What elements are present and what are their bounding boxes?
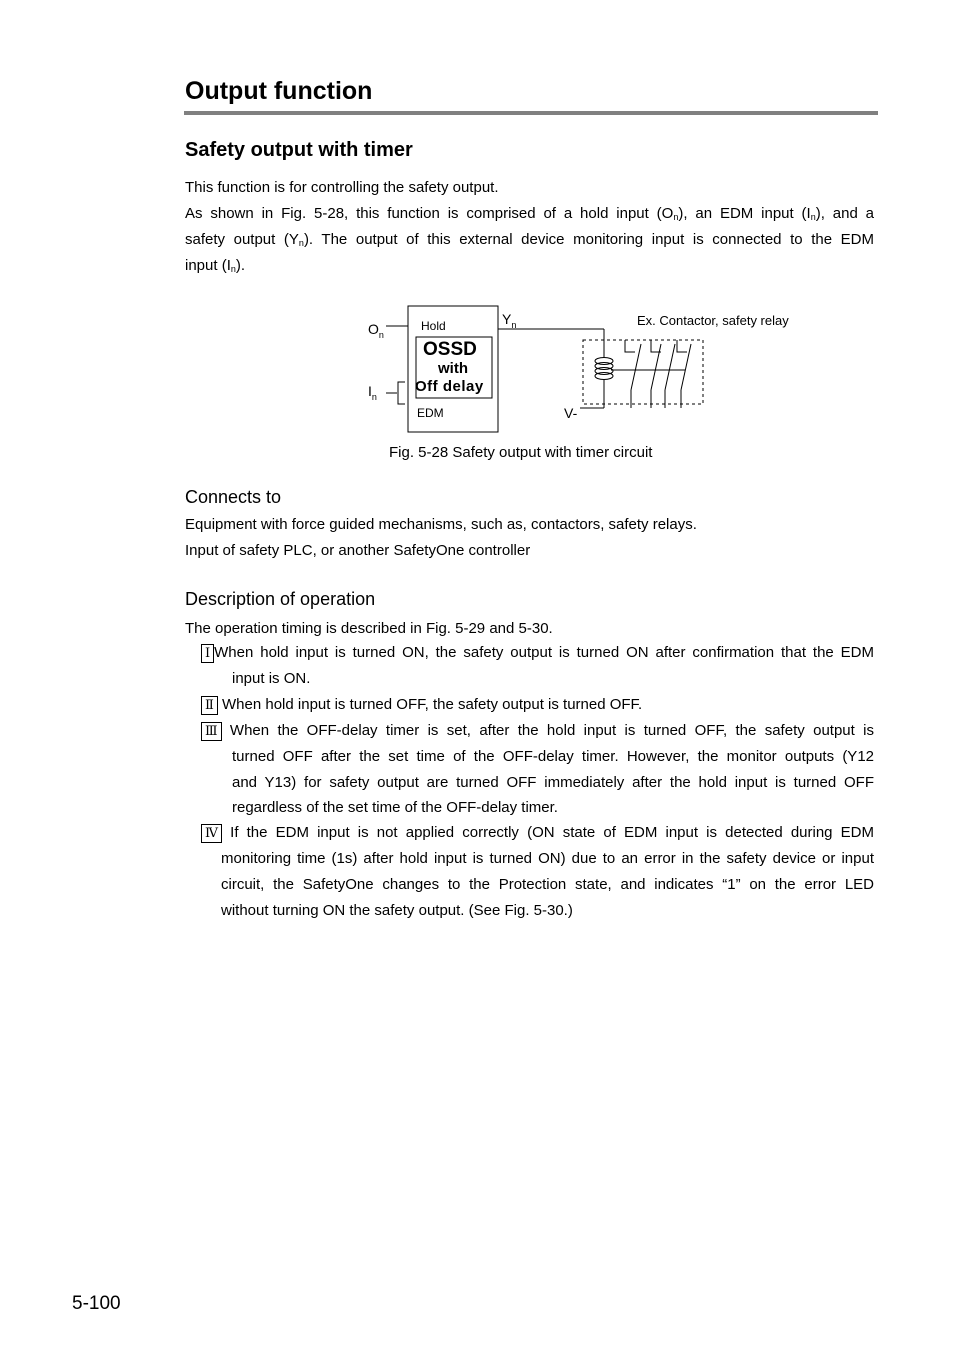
operation-item-4-cont-3: without turning ON the safety output. (See Fig. 5-30.) xyxy=(221,902,573,919)
intro-line-3: safety output $(Y_n)$. The output of this external device monitoring input is connected to the EDM xyxy=(185,231,874,248)
operation-item-4: Ⅳ If the EDM input is not applied correctly (ON state of EDM input is detected during EDM xyxy=(201,820,874,846)
circuit-diagram xyxy=(355,300,815,440)
intro-line-2: As shown in Fig. 5-28, this function is comprised of a hold input $(O_n)$, an EDM input $(I_n)$, and a xyxy=(185,205,875,222)
intro-line-1: This function is for controlling the safety output. xyxy=(185,179,499,196)
operation-item-1-cont: input is ON. xyxy=(232,670,311,687)
connects-line-1: Equipment with force guided mechanisms, such as, contactors, safety relays. xyxy=(185,516,697,533)
operation-item-3-cont-2: and Y13) for safety output are turned OFF immediately after the hold input is turned OFF xyxy=(232,774,874,791)
contactor-label: Ex. Contactor, safety relay xyxy=(637,313,789,328)
vminus-label: V- xyxy=(564,405,578,421)
in-bracket xyxy=(398,382,405,404)
edm-label: EDM xyxy=(417,406,444,420)
operation-item-4-cont-2: circuit, the SafetyOne changes to the Protection state, and indicates “1” on the error LED xyxy=(221,876,874,893)
marker-4: Ⅳ xyxy=(201,824,222,843)
page-number: 5-100 xyxy=(72,1293,121,1314)
marker-1: Ⅰ xyxy=(201,644,214,663)
connects-heading: Connects to xyxy=(185,487,282,507)
title-rule xyxy=(184,111,878,115)
page-title: Output function xyxy=(185,77,373,105)
operation-item-2: Ⅱ When hold input is turned OFF, the safety output is turned OFF. xyxy=(201,692,874,718)
operation-heading: Description of operation xyxy=(185,589,376,609)
contacts-icon xyxy=(611,340,691,408)
marker-2: Ⅱ xyxy=(201,696,218,715)
ossd-label: OSSD xyxy=(423,339,477,360)
figure-caption: Fig. 5-28 Safety output with timer circuit xyxy=(389,444,653,461)
yn-label: $Y_n$ xyxy=(502,311,517,330)
operation-item-4-cont-1: monitoring time (1s) after hold input is turned ON) due to an error in the safety device or input xyxy=(221,850,874,867)
marker-3: Ⅲ xyxy=(201,722,222,741)
operation-item-3-cont-1: turned OFF after the set time of the OFF-delay timer. However, the monitor outputs (Y12 xyxy=(232,748,874,765)
intro-line-4: input $(I_n)$. xyxy=(185,257,246,274)
in-label: $I_n$ xyxy=(368,383,377,402)
on-label: $O_n$ xyxy=(368,321,384,340)
operation-intro: The operation timing is described in Fig. 5-29 and 5-30. xyxy=(185,620,553,637)
connects-line-2: Input of safety PLC, or another SafetyOne controller xyxy=(185,542,531,559)
coil-icon xyxy=(595,358,613,380)
operation-item-3-cont-3: regardless of the set time of the OFF-delay timer. xyxy=(232,799,558,816)
operation-item-3: Ⅲ When the OFF-delay timer is set, after the hold input is turned OFF, the safety output is xyxy=(201,718,874,744)
off-delay-label: Off delay xyxy=(415,378,484,395)
section-title: Safety output with timer xyxy=(185,139,413,161)
with-label: with xyxy=(438,360,468,377)
operation-item-1: Ⅰ When hold input is turned ON, the safety output is turned ON after confirmation that the EDM xyxy=(201,640,874,666)
hold-label: Hold xyxy=(421,319,446,333)
